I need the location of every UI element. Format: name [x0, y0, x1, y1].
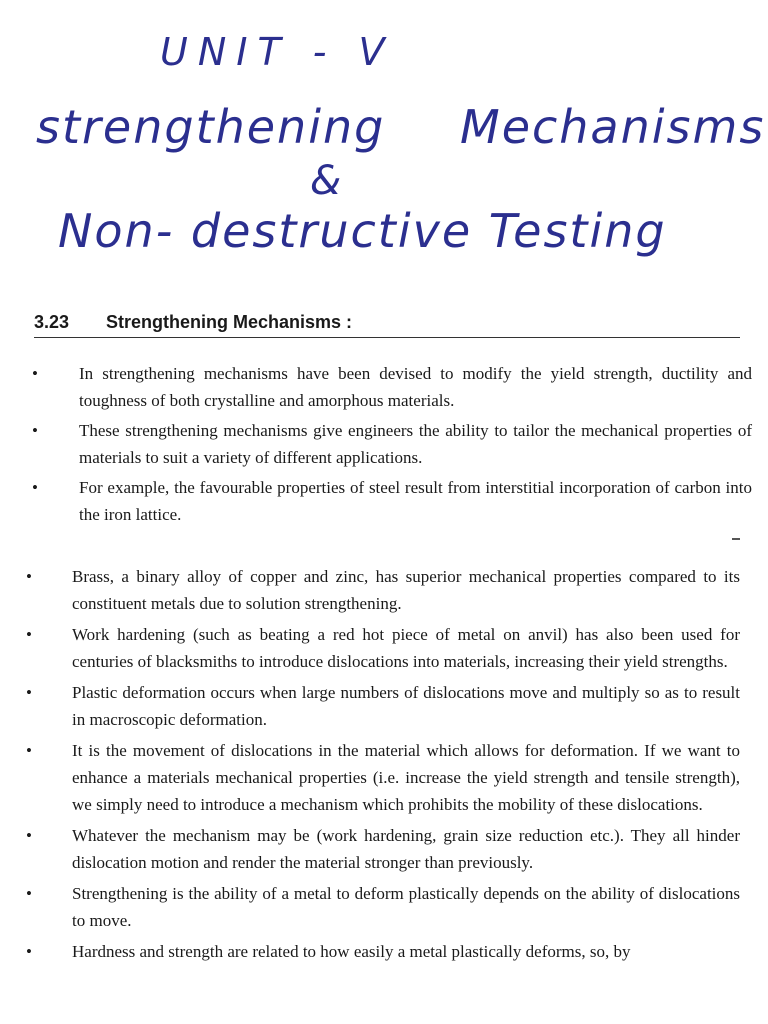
list-item: [26, 621, 740, 675]
bullet-icon: •: [32, 364, 38, 383]
bullet-list-bottom: [0, 563, 768, 969]
section-heading: [34, 312, 740, 338]
page-mark: [732, 538, 740, 540]
list-item-text: Plastic deformation occurs when large numbers of dislocations move and multiply so as to result in macroscopic deformation.: [72, 683, 740, 729]
list-item-text: Strengthening is the ability of a metal to deform plastically depends on the ability of dislocations to move.: [72, 884, 740, 930]
bullet-icon: •: [26, 625, 32, 644]
list-item: [32, 360, 752, 414]
title-line1-strengthening: strengthening: [36, 100, 386, 154]
unit-heading: UNIT - V: [160, 30, 395, 74]
bullet-icon: •: [26, 567, 32, 586]
list-item: [26, 563, 740, 617]
bullet-icon: •: [26, 826, 32, 845]
section-number: 3.23: [34, 312, 70, 332]
list-item: [32, 474, 752, 528]
list-item-text: Whatever the mechanism may be (work hardening, grain size reduction etc.). They all hinder dislocation motion and render the material stronger than previously.: [72, 826, 740, 872]
list-item: [26, 679, 740, 733]
list-item-text: In strengthening mechanisms have been devised to modify the yield strength, ductility and toughness of both crystalline and amorphous materials.: [79, 364, 752, 410]
bullet-icon: •: [32, 478, 38, 497]
bullet-list-top: [0, 360, 768, 531]
list-item-text: It is the movement of dislocations in the material which allows for deformation. If we want to enhance a materials mechanical properties (i.e. increase the yield strength and tensile strength), we simply need to introduce a mechanism which prohibits the mobility of these dislocations.: [72, 741, 740, 814]
list-item-text: Hardness and strength are related to how easily a metal plastically deforms, so, by: [72, 942, 631, 961]
list-item-text: For example, the favourable properties of steel result from interstitial incorporation of carbon into the iron lattice.: [79, 478, 752, 524]
bullet-icon: •: [26, 683, 32, 702]
list-item: [26, 737, 740, 818]
list-item: [32, 417, 752, 471]
list-item: [26, 822, 740, 876]
list-item-text: These strengthening mechanisms give engineers the ability to tailor the mechanical properties of materials to suit a variety of different applications.: [79, 421, 752, 467]
bullet-icon: •: [26, 884, 32, 903]
list-item-text: Brass, a binary alloy of copper and zinc, has superior mechanical properties compared to its constituent metals due to solution strengthening.: [72, 567, 740, 613]
title-ampersand: &: [310, 158, 344, 204]
bullet-icon: •: [26, 942, 32, 961]
list-item-text: Work hardening (such as beating a red hot piece of metal on anvil) has also been used for centuries of blacksmiths to introduce dislocations into materials, increasing their yield strengths.: [72, 625, 740, 671]
list-item: [26, 938, 740, 965]
bullet-icon: •: [26, 741, 32, 760]
title-line1-mechanisms: Mechanisms: [460, 100, 766, 154]
section-title: Strengthening Mechanisms :: [106, 312, 353, 332]
title-line2: Non- destructive Testing: [58, 204, 667, 258]
list-item: [26, 880, 740, 934]
bullet-icon: •: [32, 421, 38, 440]
